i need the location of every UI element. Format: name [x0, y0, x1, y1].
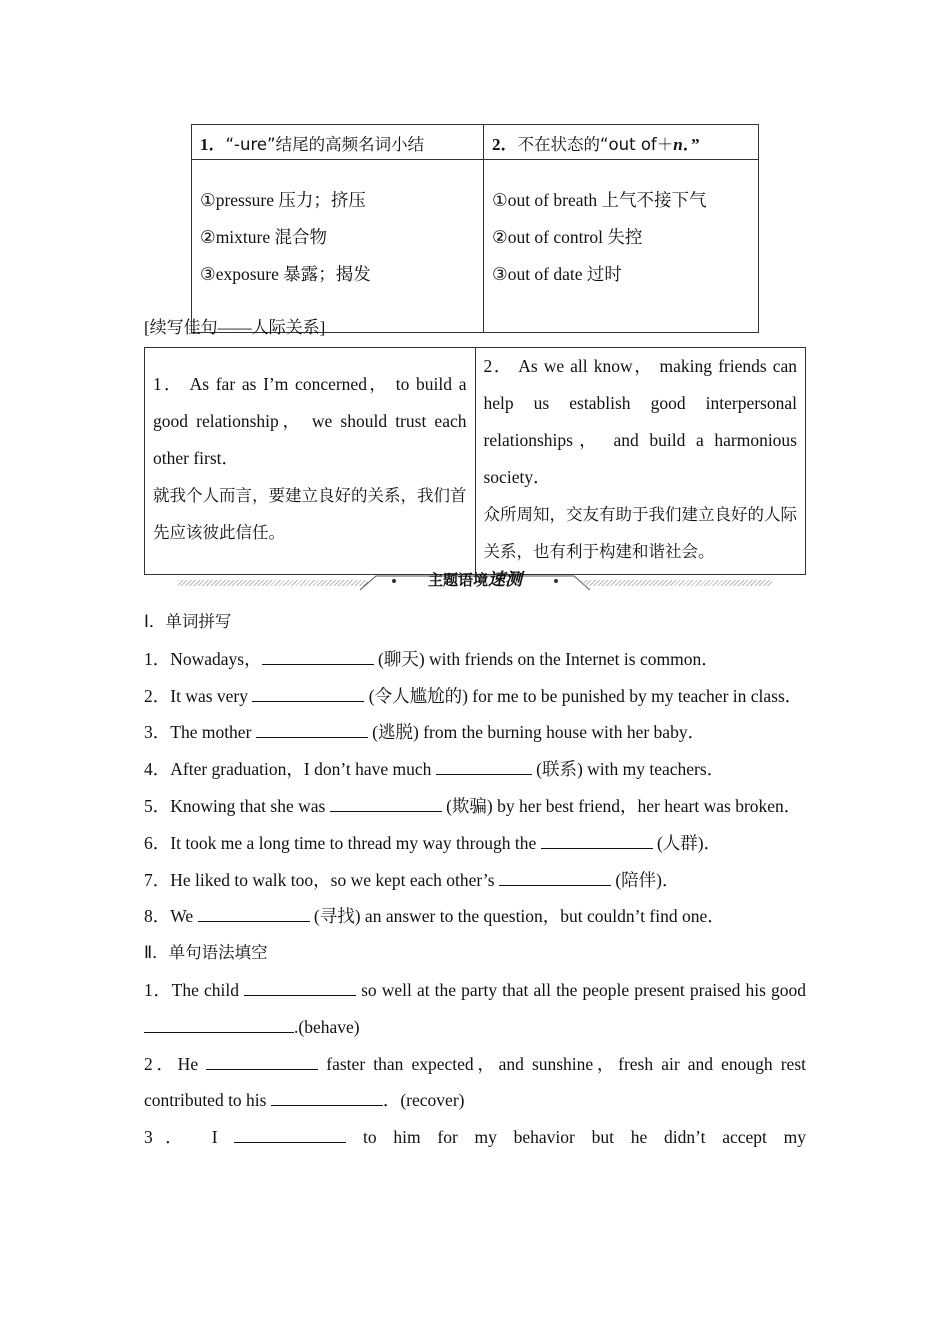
- vocab-left-header: 1．“-ure”结尾的高频名词小结: [192, 125, 484, 160]
- answer-blank[interactable]: [206, 1055, 318, 1070]
- list-item: ③exposure 暴露；揭发: [200, 264, 371, 284]
- answer-blank[interactable]: [541, 834, 653, 849]
- answer-blank[interactable]: [198, 907, 310, 922]
- list-item: 4．After graduation，I don’t have much (联系) with my teachers．: [144, 759, 725, 780]
- list-item: 3．The mother (逃脱) from the burning house with her baby．: [144, 722, 706, 743]
- list-item: 2．It was very (令人尴尬的) for me to be punished by my teacher in class．: [144, 685, 803, 706]
- list-item: ①pressure 压力；挤压: [200, 190, 366, 210]
- list-item: ②out of control 失控: [492, 227, 643, 247]
- vocab-left-list: [192, 160, 484, 333]
- list-item: 8．We (寻找) an answer to the question，but couldn’t find one．: [144, 906, 725, 927]
- banner-rule-left: [178, 580, 368, 586]
- list-item: 5．Knowing that she was (欺骗) by her best friend，her heart was broken．: [144, 795, 802, 816]
- sentence-right: [475, 348, 806, 575]
- answer-blank[interactable]: [144, 1018, 294, 1033]
- answer-blank[interactable]: [262, 650, 374, 665]
- sentence-table: [144, 347, 806, 575]
- sentence-en: 1． As far as I’m concerned， to build a good relationship， we should trust each other first．: [153, 374, 467, 468]
- list-item: ②mixture 混合物: [200, 227, 327, 247]
- list-item: 1．The child so well at the party that all the people present praised his good .(behave): [144, 979, 807, 1037]
- banner-rule-right: [582, 580, 772, 586]
- vocab-table: [191, 124, 759, 333]
- answer-blank[interactable]: [234, 1128, 346, 1143]
- list-item: 2．He faster than expected，and sunshine，fresh air and enough rest contributed to his ．(recover): [144, 1053, 806, 1111]
- vocab-right-list: [484, 160, 759, 333]
- sentence-en: 2． As we all know， making friends can help us establish good interpersonal relationships， and build a harmonious society．: [483, 356, 797, 487]
- list-item: 6．It took me a long time to thread my way through the (人群)．: [144, 832, 722, 853]
- sentence-zh: 就我个人而言，要建立良好的关系，我们首先应该彼此信任。: [153, 486, 467, 542]
- list-item: 7．He liked to walk too，so we kept each other’s (陪伴)．: [144, 869, 680, 890]
- answer-blank[interactable]: [256, 723, 368, 738]
- answer-blank[interactable]: [271, 1091, 383, 1106]
- part1-title: Ⅰ．单词拼写: [144, 612, 232, 631]
- exercise-body: [144, 604, 806, 1156]
- part2-title: Ⅱ．单句语法填空: [144, 943, 268, 963]
- banner-label: 主题语境速测: [427, 570, 522, 590]
- vocab-right-header: 2．不在状态的“out of＋n．”: [484, 125, 759, 160]
- sentence-zh: 众所周知，交友有助于我们建立良好的人际关系，也有利于构建和谐社会。: [483, 505, 797, 561]
- section-title: [续写佳句——人际关系]: [144, 318, 326, 337]
- answer-blank[interactable]: [330, 797, 442, 812]
- sentence-left: [145, 348, 476, 575]
- list-item: ③out of date 过时: [492, 264, 622, 284]
- answer-blank[interactable]: [244, 981, 356, 996]
- answer-blank[interactable]: [252, 687, 364, 702]
- section-banner: [178, 570, 772, 592]
- list-item: 1．Nowadays， (聊天) with friends on the Internet is common．: [144, 648, 719, 669]
- list-item: ①out of breath 上气不接下气: [492, 190, 707, 210]
- list-item: 3． I to him for my behavior but he didn’t accept my: [144, 1127, 806, 1148]
- answer-blank[interactable]: [499, 871, 611, 886]
- answer-blank[interactable]: [436, 760, 532, 775]
